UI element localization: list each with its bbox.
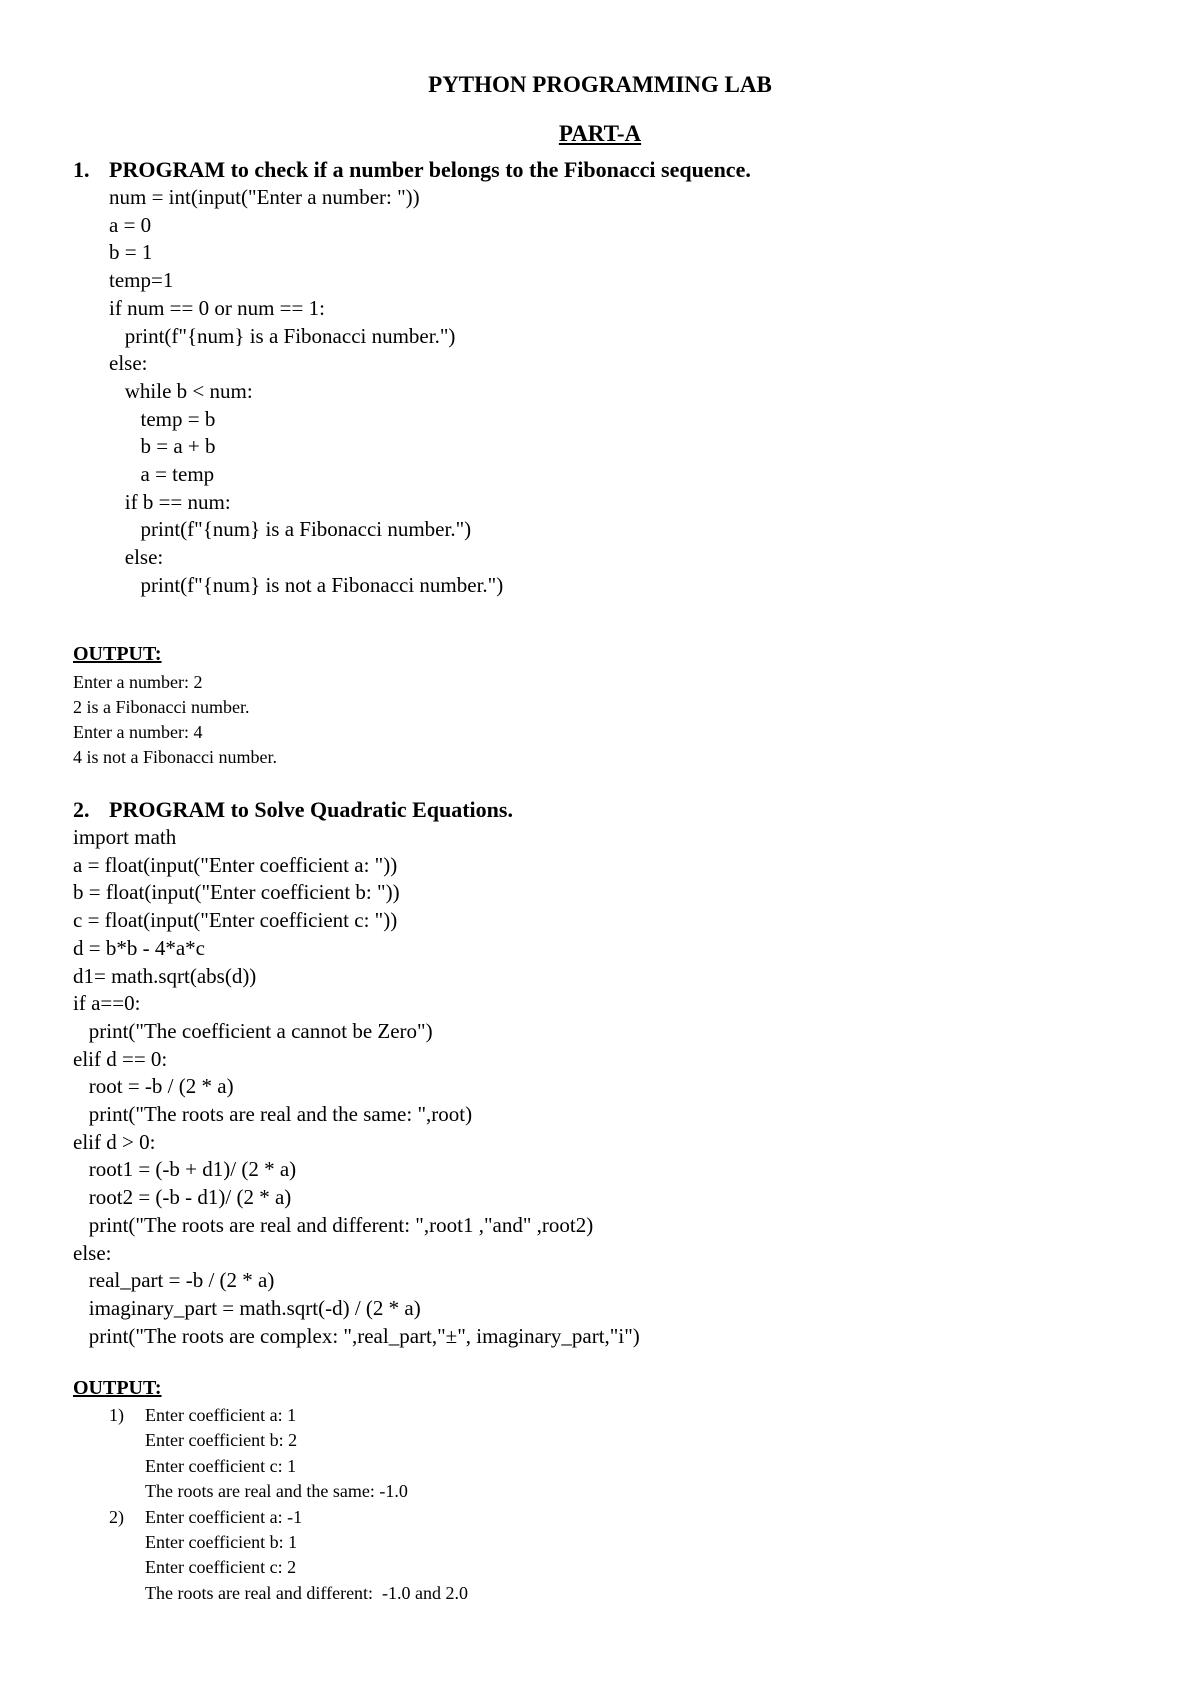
program-1-output — [73, 670, 277, 770]
program-1-heading — [73, 157, 751, 183]
code-line: a = float(input("Enter coefficient a: ")) — [73, 852, 398, 877]
code-line: else: — [109, 351, 148, 376]
code-line: print("The coefficient a cannot be Zero") — [73, 1018, 433, 1043]
output-line: Enter coefficient a: 1 — [145, 1405, 297, 1425]
program-2-output — [109, 1403, 468, 1606]
code-line: temp=1 — [109, 268, 174, 293]
code-line: print("The roots are real and different: ",root1 ,"and" ,root2) — [73, 1212, 594, 1237]
code-line: else: — [109, 545, 164, 570]
output-line: The roots are real and different: -1.0 and 2.0 — [145, 1582, 469, 1603]
output-case-lines — [145, 1403, 468, 1505]
program-1-title: PROGRAM to check if a number belongs to the Fibonacci sequence. — [109, 157, 751, 182]
output-line: 2 is a Fibonacci number. — [73, 697, 250, 717]
output-line: Enter a number: 4 — [73, 722, 203, 742]
program-2-heading — [73, 797, 513, 823]
code-line: print(f"{num} is a Fibonacci number.") — [109, 517, 472, 542]
code-line: root = -b / (2 * a) — [73, 1074, 234, 1099]
code-line: d1= math.sqrt(abs(d)) — [73, 963, 257, 988]
output-case-number: 1) — [109, 1405, 124, 1425]
output-line: Enter coefficient b: 1 — [145, 1532, 298, 1553]
output-line: 4 is not a Fibonacci number. — [73, 747, 277, 767]
output-case — [109, 1505, 468, 1607]
code-line: elif d > 0: — [73, 1129, 156, 1154]
program-1-output-label: OUTPUT: — [73, 643, 162, 665]
code-line: import math — [73, 825, 177, 849]
output-line: Enter coefficient c: 1 — [145, 1455, 297, 1476]
output-case-number: 2) — [109, 1506, 124, 1527]
code-line: print("The roots are complex: ",real_part,"±", imaginary_part,"i") — [73, 1323, 640, 1348]
code-line: b = 1 — [109, 240, 153, 265]
code-line: num = int(input("Enter a number: ")) — [109, 185, 420, 209]
program-2-code — [73, 824, 640, 1350]
program-1-number: 1. — [73, 157, 90, 182]
code-line: print(f"{num} is a Fibonacci number.") — [109, 323, 456, 348]
document-title: PYTHON PROGRAMMING LAB — [428, 72, 772, 97]
code-line: if a==0: — [73, 991, 141, 1016]
program-2-title: PROGRAM to Solve Quadratic Equations. — [109, 797, 513, 822]
code-line: d = b*b - 4*a*c — [73, 935, 205, 960]
program-2-output-label: OUTPUT: — [73, 1377, 162, 1399]
code-line: real_part = -b / (2 * a) — [73, 1268, 275, 1293]
code-line: root2 = (-b - d1)/ (2 * a) — [73, 1185, 292, 1210]
code-line: temp = b — [109, 406, 216, 431]
output-line: Enter a number: 2 — [73, 672, 203, 692]
code-line: while b < num: — [109, 378, 253, 403]
output-line: The roots are real and the same: -1.0 — [145, 1481, 408, 1502]
program-1-code — [109, 184, 503, 600]
code-line: if num == 0 or num == 1: — [109, 295, 325, 320]
code-line: elif d == 0: — [73, 1046, 168, 1071]
code-line: b = a + b — [109, 434, 216, 459]
output-line: Enter coefficient c: 2 — [145, 1557, 297, 1578]
code-line: print(f"{num} is not a Fibonacci number.") — [109, 572, 504, 597]
program-2-number: 2. — [73, 797, 90, 822]
code-line: a = temp — [109, 462, 215, 487]
output-line: Enter coefficient a: -1 — [145, 1506, 303, 1527]
part-title: PART-A — [558, 121, 642, 146]
code-line: c = float(input("Enter coefficient c: ")) — [73, 908, 398, 933]
code-line: print("The roots are real and the same: ",root) — [73, 1102, 473, 1127]
code-line: b = float(input("Enter coefficient b: ")) — [73, 880, 400, 905]
code-line: imaginary_part = math.sqrt(-d) / (2 * a) — [73, 1295, 421, 1320]
output-case — [109, 1403, 468, 1505]
output-case-lines — [145, 1505, 468, 1607]
output-line: Enter coefficient b: 2 — [145, 1430, 298, 1451]
code-line: root1 = (-b + d1)/ (2 * a) — [73, 1157, 297, 1182]
code-line: if b == num: — [109, 489, 231, 514]
code-line: a = 0 — [109, 212, 152, 237]
code-line: else: — [73, 1240, 112, 1265]
